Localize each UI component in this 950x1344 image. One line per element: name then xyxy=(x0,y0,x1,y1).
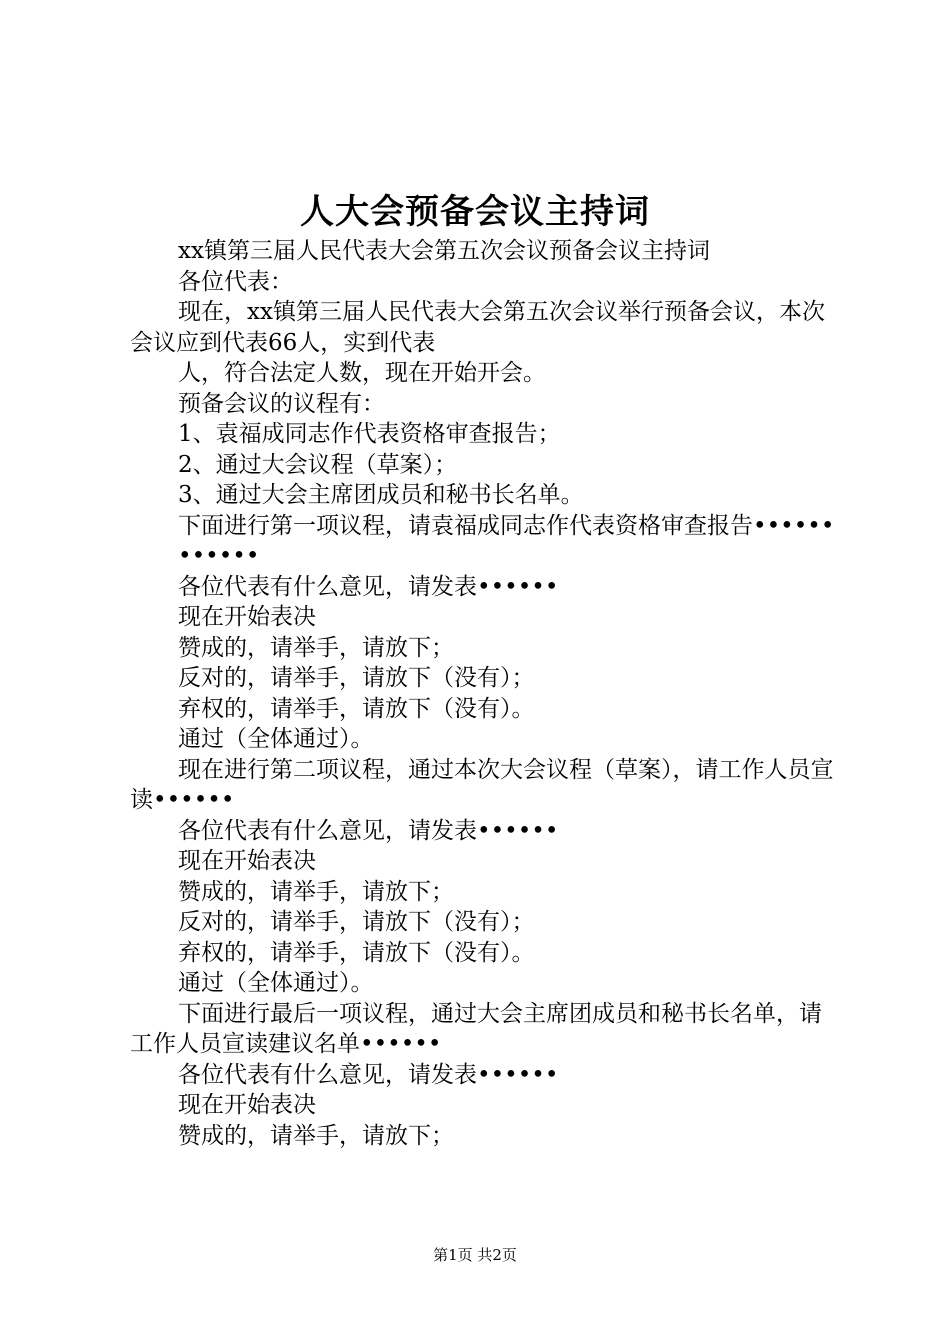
paragraph: xx镇第三届人民代表大会第五次会议预备会议主持词 xyxy=(178,238,710,264)
paragraph: 现在进行第二项议程，通过本次大会议程（草案），请工作人员宣读•••••• xyxy=(130,756,834,813)
paragraph: 反对的，请举手，请放下（没有）； xyxy=(178,665,535,691)
page-footer: 第1页 共2页 xyxy=(433,1246,517,1264)
paragraph: 人，符合法定人数，现在开始开会。 xyxy=(178,360,546,386)
paragraph: 赞成的，请举手，请放下； xyxy=(178,1122,454,1149)
paragraph: 各位代表有什么意见，请发表•••••• xyxy=(178,1061,559,1088)
paragraph: 各位代表有什么意见，请发表•••••• xyxy=(178,817,559,844)
paragraph: 各位代表有什么意见，请发表•••••• xyxy=(178,573,559,600)
paragraph: 下面进行第一项议程，请袁福成同志作代表资格审查报告•••••• xyxy=(178,512,835,539)
paragraph: 赞成的，请举手，请放下； xyxy=(178,878,454,905)
paragraph: 反对的，请举手，请放下（没有）； xyxy=(178,909,535,935)
paragraph: •••••• xyxy=(178,543,260,569)
paragraph: 1、袁福成同志作代表资格审查报告； xyxy=(178,421,561,447)
paragraph: 通过（全体通过）。 xyxy=(178,970,374,996)
paragraph: 2、通过大会议程（草案）； xyxy=(178,451,458,478)
paragraph: 现在，xx镇第三届人民代表大会第五次会议举行预备会议，本次会议应到代表66人，实到代表 xyxy=(130,299,825,356)
paragraph: 弃权的，请举手，请放下（没有）。 xyxy=(178,695,535,722)
paragraph: 各位代表： xyxy=(178,268,293,295)
document-body xyxy=(130,236,835,1151)
paragraph: 3、通过大会主席团成员和秘书长名单。 xyxy=(178,482,584,508)
paragraph: 预备会议的议程有： xyxy=(178,390,385,417)
paragraph: 弃权的，请举手，请放下（没有）。 xyxy=(178,939,535,966)
paragraph: 赞成的，请举手，请放下； xyxy=(178,634,454,661)
document-title: 人大会预备会议主持词 xyxy=(300,192,650,232)
paragraph: 下面进行最后一项议程，通过大会主席团成员和秘书长名单，请工作人员宣读建议名单•••••• xyxy=(130,1000,822,1057)
paragraph: 现在开始表决 xyxy=(178,848,316,874)
paragraph: 现在开始表决 xyxy=(178,1092,316,1118)
paragraph: 通过（全体通过）。 xyxy=(178,726,374,752)
paragraph: 现在开始表决 xyxy=(178,604,316,630)
